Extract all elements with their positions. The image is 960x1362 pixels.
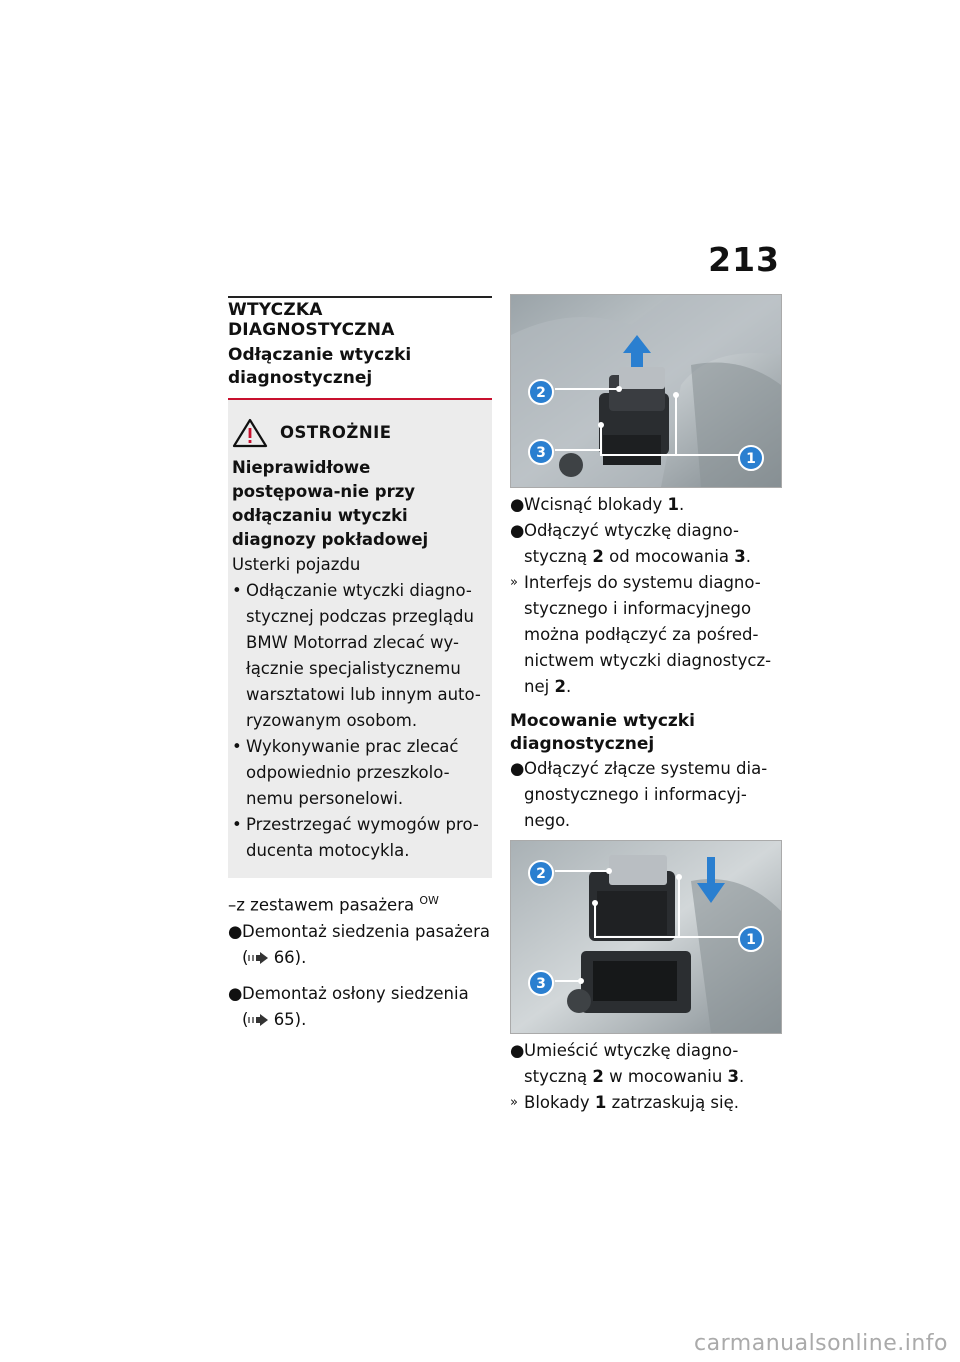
callout-3 <box>529 440 553 464</box>
option-code: OW <box>419 894 439 907</box>
page-ref[interactable]: 65). <box>273 1009 307 1029</box>
callout-3 <box>529 971 553 995</box>
svg-text:1: 1 <box>746 932 756 948</box>
callout-1 <box>739 446 763 470</box>
callout-2 <box>529 380 553 404</box>
warning-header <box>232 418 484 448</box>
sub-title: Odłączanie wtyczki diagnostycznej <box>228 344 492 400</box>
figure-mount-illustration <box>511 841 781 1033</box>
step-remove-passenger-seat: ● Demontaż siedzenia pasażera ( 66). <box>228 921 490 967</box>
warning-item: • Wykonywanie prac zlecać odpowiednio przeszkolo-nemu personelowi. <box>232 734 484 812</box>
figure-disconnect <box>510 294 782 488</box>
ref-paren: ( <box>242 947 249 967</box>
step-press-locks: ● Wcisnąć blokady 1. <box>510 495 685 514</box>
svg-text:2: 2 <box>536 385 546 401</box>
warning-label: OSTROŻNIE <box>280 423 392 442</box>
result-locks-engage: » Blokady 1 zatrzaskują się. <box>510 1093 740 1112</box>
result-interface: » Interfejs do systemu diagno-stycznego i informacyjnego można podłączyć za pośred-nictwem wtyczki diagnostycz-nej 2. <box>510 573 772 696</box>
option-line <box>228 888 492 919</box>
figure-mount <box>510 840 782 1034</box>
warning-item: • Odłączanie wtyczki diagno-stycznej podczas przeglądu BMW Motorrad zlecać wy-łącznie specjalistycznemu warsztatowi lub innym auto-ryzowanym osobom. <box>232 578 484 734</box>
page-ref-arrow-icon <box>248 1014 268 1026</box>
svg-text:2: 2 <box>536 866 546 882</box>
warning-subtitle: Usterki pojazdu <box>232 555 361 574</box>
warning-box <box>228 400 492 878</box>
svg-text:3: 3 <box>536 976 546 992</box>
warning-list <box>232 578 484 864</box>
step-text: Demontaż siedzenia pasażera <box>242 921 490 941</box>
warning-item: • Przestrzegać wymogów pro-ducenta motocykla. <box>232 812 484 864</box>
right-column <box>510 294 780 1116</box>
heading-mount-plug: Mocowanie wtyczki diagnostycznej <box>510 711 695 754</box>
section-title: WTYCZKA DIAGNOSTYCZNA <box>228 296 492 340</box>
left-column <box>228 296 492 1033</box>
footer-watermark[interactable]: carmanualsonline.info <box>694 1331 948 1356</box>
step-disconnect-plug: ● Odłączyć wtyczkę diagno-styczną 2 od mocowania 3. <box>510 521 752 566</box>
callout-1 <box>739 927 763 951</box>
warning-triangle-icon <box>232 418 268 448</box>
page-number: 213 <box>708 240 780 279</box>
step-disconnect-connector: ● Odłączyć złącze systemu dia-gnostycznego i informacyj-nego. <box>510 759 768 830</box>
page-ref-arrow-icon <box>248 952 268 964</box>
warning-title: Nieprawidłowe postępowa-nie przy odłączaniu wtyczki diagnozy pokładowej <box>232 458 429 549</box>
step-remove-seat-cover: ● Demontaż osłony siedzenia ( 65). <box>228 983 469 1029</box>
svg-text:1: 1 <box>746 451 756 467</box>
page-ref[interactable]: 66). <box>273 947 307 967</box>
option-text: –z zestawem pasażera <box>228 895 415 915</box>
step-text: Demontaż osłony siedzenia <box>242 983 469 1003</box>
svg-text:3: 3 <box>536 445 546 461</box>
ref-paren: ( <box>242 1009 249 1029</box>
callout-2 <box>529 861 553 885</box>
step-insert-plug: ● Umieścić wtyczkę diagno-styczną 2 w mocowaniu 3. <box>510 1041 745 1086</box>
figure-disconnect-illustration <box>511 295 781 487</box>
